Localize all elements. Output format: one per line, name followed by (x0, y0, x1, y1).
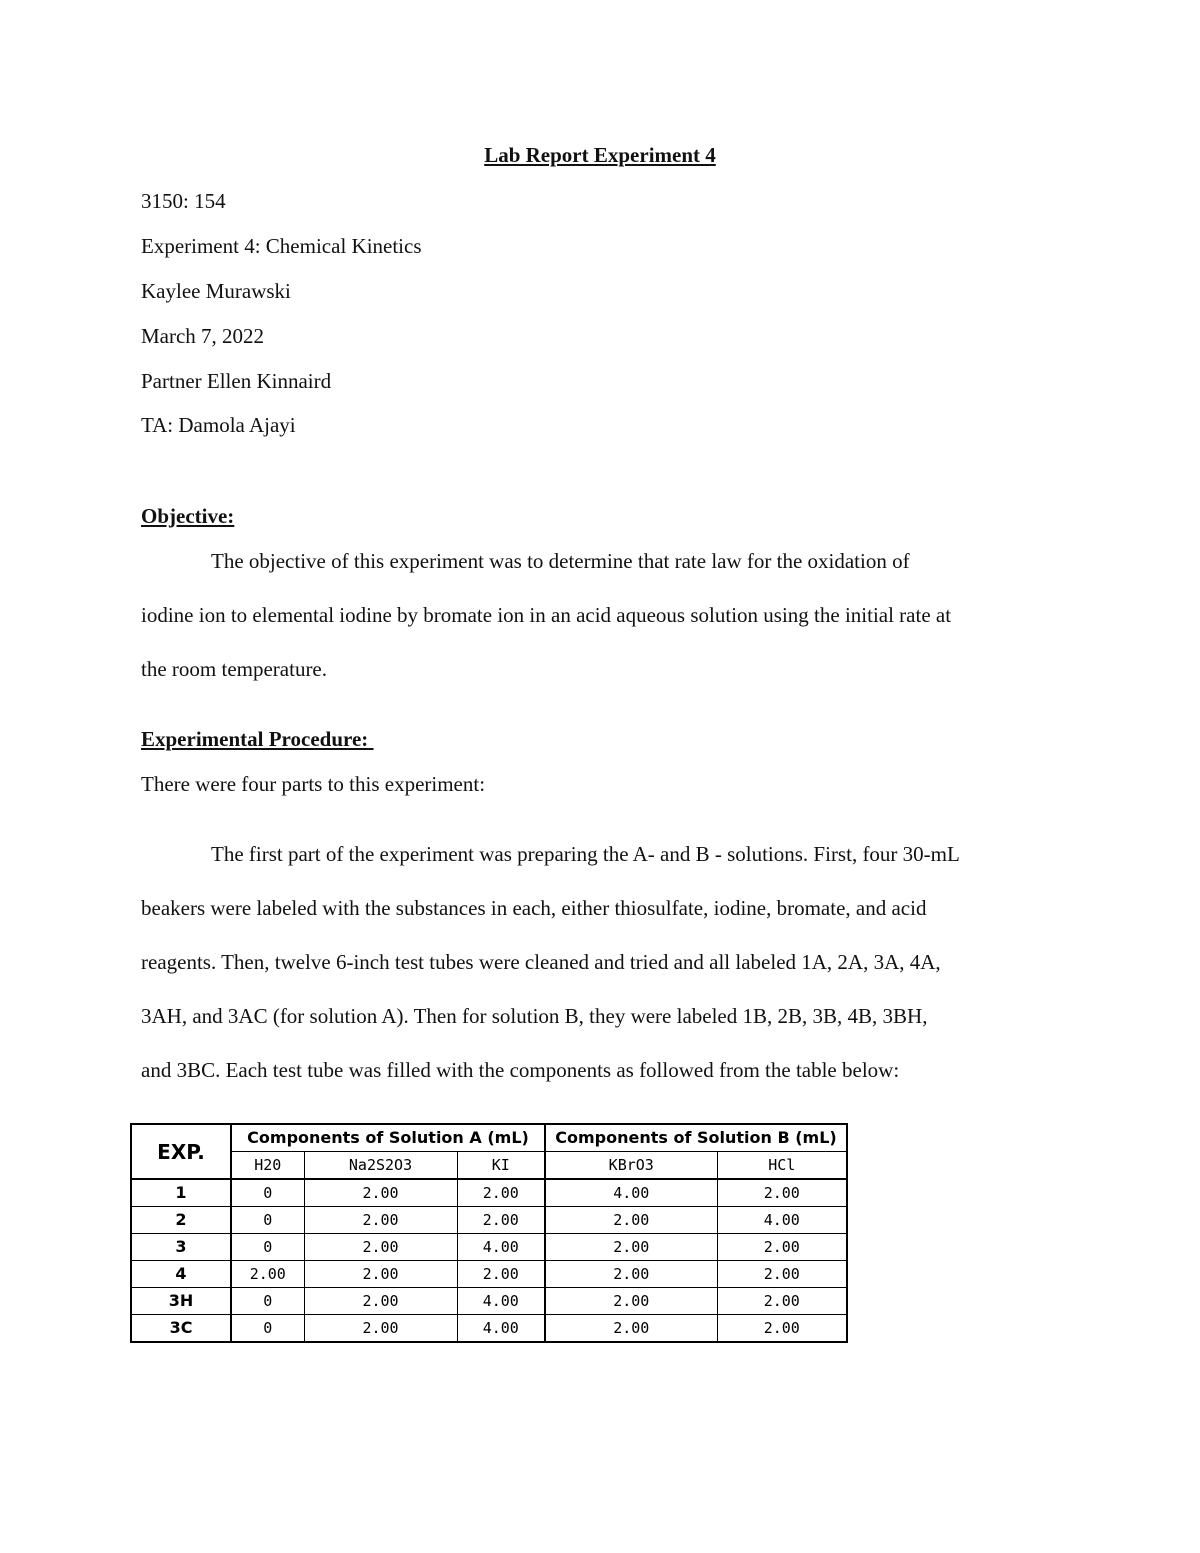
exp-cell: 3H (131, 1288, 231, 1315)
table-cell: 2.00 (304, 1315, 457, 1343)
experiment-name: Experiment 4: Chemical Kinetics (141, 234, 422, 258)
column-header: KBrO3 (545, 1152, 717, 1180)
table-cell: 0 (231, 1288, 304, 1315)
procedure-intro: There were four parts to this experiment: (141, 772, 486, 796)
components-table (130, 1123, 848, 1343)
table-cell: 2.00 (717, 1261, 847, 1288)
table-cell: 2.00 (717, 1315, 847, 1343)
procedure-heading: Experimental Procedure: (141, 727, 374, 751)
table-row (131, 1207, 847, 1234)
column-header: H20 (231, 1152, 304, 1180)
objective-heading: Objective: (141, 504, 235, 528)
table-cell: 2.00 (304, 1288, 457, 1315)
exp-cell: 3C (131, 1315, 231, 1343)
table-cell: 4.00 (545, 1179, 717, 1207)
table-cell: 2.00 (545, 1288, 717, 1315)
author-name: Kaylee Murawski (141, 279, 291, 303)
table-row (131, 1288, 847, 1315)
table-cell: 4.00 (457, 1234, 545, 1261)
table-cell: 2.00 (717, 1234, 847, 1261)
exp-header: EXP. (131, 1124, 231, 1179)
table-cell: 4.00 (717, 1207, 847, 1234)
table-cell: 2.00 (231, 1261, 304, 1288)
procedure-line: reagents. Then, twelve 6-inch test tubes were cleaned and tried and all labeled 1A, 2A, 3A, 4A, (141, 950, 941, 974)
table-cell: 0 (231, 1315, 304, 1343)
objective-line: the room temperature. (141, 657, 328, 681)
exp-cell: 3 (131, 1234, 231, 1261)
table-cell: 2.00 (457, 1261, 545, 1288)
ta-name: TA: Damola Ajayi (141, 413, 296, 437)
exp-cell: 2 (131, 1207, 231, 1234)
table-cell: 2.00 (457, 1179, 545, 1207)
table-row (131, 1261, 847, 1288)
procedure-line: The first part of the experiment was preparing the A- and B - solutions. First, four 30-mL (211, 842, 960, 866)
column-header: HCl (717, 1152, 847, 1180)
table-cell: 2.00 (457, 1207, 545, 1234)
table-header-row (131, 1124, 847, 1152)
course-section: 3150: 154 (141, 189, 226, 213)
table-cell: 0 (231, 1207, 304, 1234)
objective-line: The objective of this experiment was to determine that rate law for the oxidation of (211, 549, 910, 573)
procedure-line: 3AH, and 3AC (for solution A). Then for solution B, they were labeled 1B, 2B, 3B, 4B, 3BH, (141, 1004, 928, 1028)
procedure-line: beakers were labeled with the substances in each, either thiosulfate, iodine, bromate, and acid (141, 896, 927, 920)
report-title: Lab Report Experiment 4 (484, 143, 716, 167)
table-cell: 2.00 (545, 1315, 717, 1343)
objective-line: iodine ion to elemental iodine by bromate ion in an acid aqueous solution using the initial rate at (141, 603, 952, 627)
table-cell: 0 (231, 1234, 304, 1261)
table-cell: 2.00 (545, 1207, 717, 1234)
table-cell: 0 (231, 1179, 304, 1207)
column-header: Na2S2O3 (304, 1152, 457, 1180)
table-cell: 2.00 (304, 1261, 457, 1288)
table-cell: 4.00 (457, 1288, 545, 1315)
table-cell: 2.00 (717, 1288, 847, 1315)
table-row (131, 1315, 847, 1343)
table-cell: 2.00 (304, 1207, 457, 1234)
table-cell: 2.00 (304, 1234, 457, 1261)
column-header: KI (457, 1152, 545, 1180)
solution-a-header: Components of Solution A (mL) (231, 1124, 545, 1152)
table-row (131, 1179, 847, 1207)
table-cell: 2.00 (717, 1179, 847, 1207)
table-subheader-row (131, 1152, 847, 1180)
exp-cell: 1 (131, 1179, 231, 1207)
solution-b-header: Components of Solution B (mL) (545, 1124, 847, 1152)
procedure-line: and 3BC. Each test tube was filled with the components as followed from the table below: (141, 1058, 900, 1082)
table-cell: 2.00 (545, 1261, 717, 1288)
partner-name: Partner Ellen Kinnaird (141, 369, 332, 393)
table-row (131, 1234, 847, 1261)
report-date: March 7, 2022 (141, 324, 265, 348)
table-cell: 2.00 (304, 1179, 457, 1207)
exp-cell: 4 (131, 1261, 231, 1288)
table-cell: 2.00 (545, 1234, 717, 1261)
table-cell: 4.00 (457, 1315, 545, 1343)
